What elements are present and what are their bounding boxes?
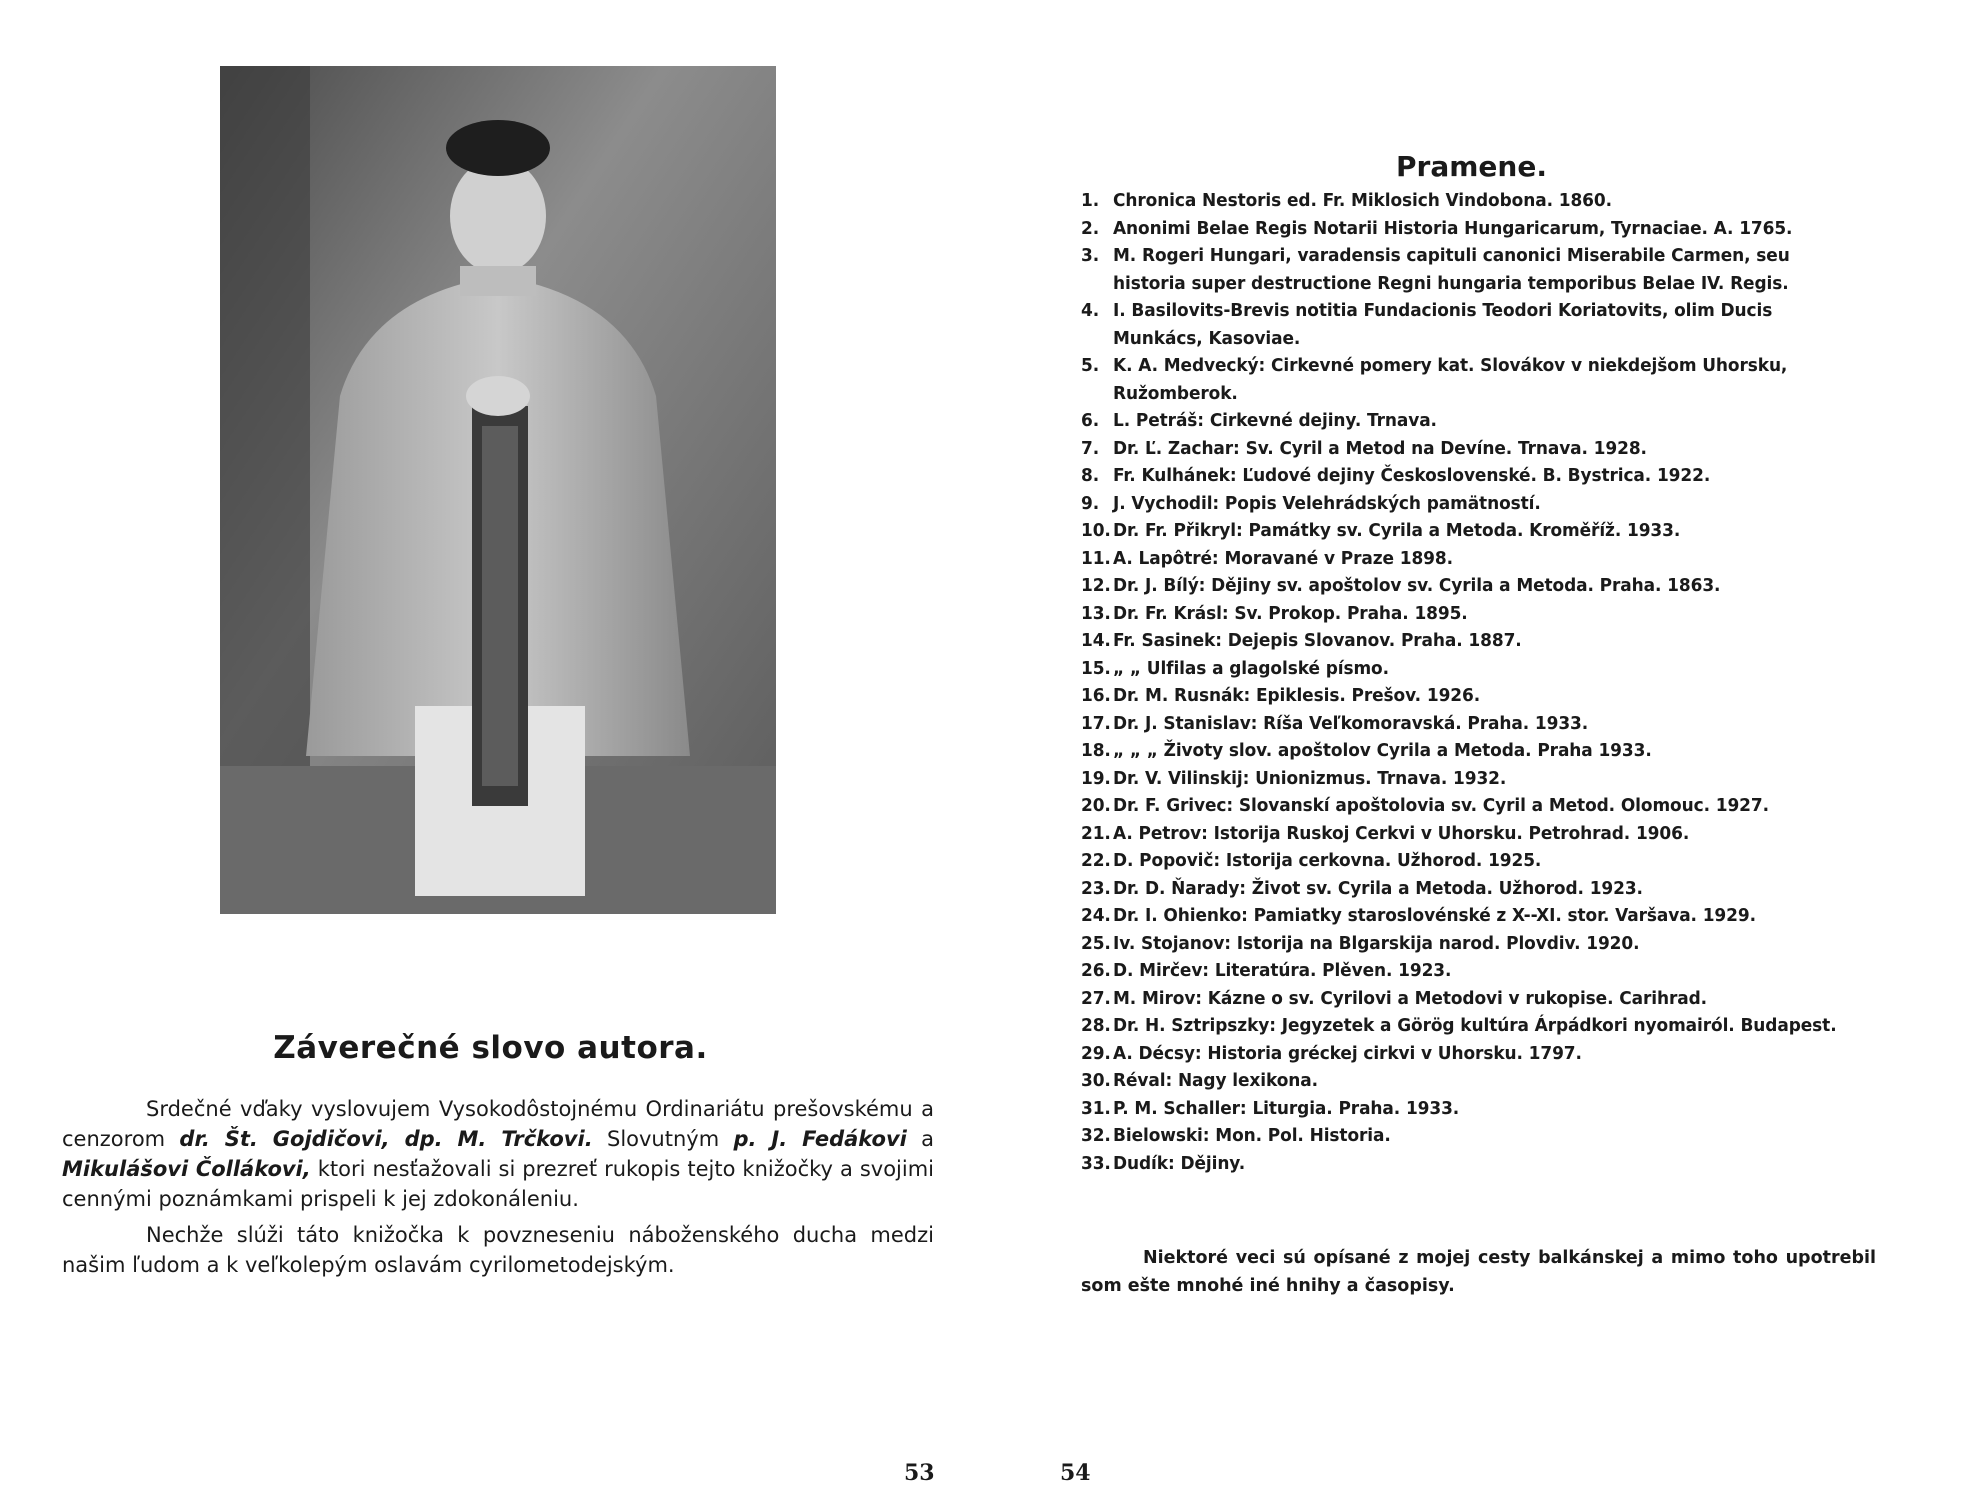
source-text: Dr. V. Vilinskij: Unionizmus. Trnava. 1932. [1113, 768, 1507, 789]
source-item [1081, 683, 1857, 711]
source-number: 7. [1081, 438, 1100, 459]
closing-word-title: Záverečné slovo autora. [273, 1030, 708, 1066]
source-item [1081, 931, 1857, 959]
source-item [1081, 188, 1857, 216]
name-collak: Mikulášovi Čollákovi, [62, 1157, 311, 1181]
source-number: 23. [1081, 878, 1111, 899]
source-text: A. Lapôtré: Moravané v Praze 1898. [1113, 548, 1453, 569]
source-text: J. Vychodil: Popis Velehrádských pamätností. [1113, 493, 1541, 514]
source-number: 33. [1081, 1153, 1111, 1174]
source-number: 9. [1081, 493, 1100, 514]
source-number: 6. [1081, 411, 1100, 431]
source-text: A. Petrov: Istorija Ruskoj Cerkvi v Uhorsku. Petrohrad. 1906. [1113, 823, 1690, 844]
source-number: 16. [1081, 686, 1111, 706]
source-number: 14. [1081, 631, 1111, 651]
source-item [1081, 436, 1857, 464]
source-number: 27. [1081, 988, 1111, 1009]
source-number: 20. [1081, 796, 1111, 816]
source-text: Chronica Nestoris ed. Fr. Miklosich Vindobona. 1860. [1113, 191, 1612, 211]
source-text: „ „ „ Životy slov. apoštolov Cyrila a Metoda. Praha 1933. [1113, 741, 1652, 761]
source-text: Réval: Nagy lexikona. [1113, 1071, 1318, 1091]
priest-portrait-photo [220, 66, 776, 914]
source-item [1081, 903, 1857, 931]
source-text: Dudík: Dějiny. [1113, 1153, 1246, 1174]
source-number: 32. [1081, 1126, 1111, 1146]
source-text: Dr. Fr. Přikryl: Památky sv. Cyrila a Metoda. Kroměříž. 1933. [1113, 521, 1681, 541]
source-number: 21. [1081, 823, 1111, 844]
source-text: Fr. Sasinek: Dejepis Slovanov. Praha. 1887. [1113, 631, 1522, 651]
source-text: Anonimi Belae Regis Notarii Historia Hungaricarum, Tyrnaciae. A. 1765. [1113, 218, 1793, 239]
source-text: Dr. D. Ňarady: Život sv. Cyrila a Metoda. Užhorod. 1923. [1113, 878, 1643, 899]
closing-paragraph-1 [62, 1094, 934, 1214]
source-number: 31. [1081, 1098, 1111, 1119]
closing-word-text [62, 1094, 934, 1286]
source-item [1081, 848, 1857, 876]
source-item [1081, 353, 1857, 408]
source-text: K. A. Medvecký: Cirkevné pomery kat. Slovákov v niekdejšom Uhorsku, Ružomberok. [1113, 356, 1788, 404]
source-number: 29. [1081, 1043, 1111, 1064]
source-text: Dr. I. Ohienko: Pamiatky staroslovénské z X--XI. stor. Varšava. 1929. [1113, 906, 1756, 926]
source-text: Dr. H. Sztripszky: Jegyzetek a Görög kultúra Árpádkori nyomairól. Budapest. [1113, 1016, 1837, 1036]
source-number: 1. [1081, 191, 1100, 211]
source-item [1081, 298, 1857, 353]
source-text: I. Basilovits-Brevis notitia Fundacionis Teodori Koriatovits, olim Ducis Munkács, Kasoviae. [1113, 301, 1773, 349]
source-item [1081, 986, 1857, 1014]
source-item [1081, 463, 1857, 491]
portrait-illustration [220, 66, 776, 914]
source-number: 4. [1081, 301, 1100, 321]
source-number: 10. [1081, 521, 1111, 541]
source-text: Dr. J. Bílý: Dějiny sv. apoštolov sv. Cyrila a Metoda. Praha. 1863. [1113, 576, 1721, 596]
source-item [1081, 1096, 1857, 1124]
source-item [1081, 1013, 1857, 1041]
source-item [1081, 601, 1857, 629]
source-text: Iv. Stojanov: Istorija na Blgarskija narod. Plovdiv. 1920. [1113, 933, 1640, 954]
source-text: Bielowski: Mon. Pol. Historia. [1113, 1126, 1391, 1146]
right-page [981, 0, 1962, 1500]
source-number: 26. [1081, 961, 1111, 981]
source-text: D. Mirčev: Literatúra. Plěven. 1923. [1113, 961, 1452, 981]
source-item [1081, 243, 1857, 298]
source-number: 2. [1081, 218, 1100, 239]
source-item [1081, 766, 1857, 794]
source-text: Dr. J. Stanislav: Ríša Veľkomoravská. Praha. 1933. [1113, 713, 1589, 734]
source-text: M. Rogeri Hungari, varadensis capituli canonici Miserabile Carmen, seu historia super destructione Regni hungaria temporibus Belae IV. Regis. [1113, 246, 1790, 294]
source-number: 5. [1081, 356, 1100, 376]
source-number: 22. [1081, 851, 1111, 871]
source-item [1081, 628, 1857, 656]
source-number: 15. [1081, 658, 1111, 679]
source-text: Fr. Kulhánek: Ľudové dejiny Československé. B. Bystrica. 1922. [1113, 466, 1711, 486]
source-item [1081, 711, 1857, 739]
paragraph-1-part-3: a [906, 1127, 934, 1151]
source-text: L. Petráš: Cirkevné dejiny. Trnava. [1113, 411, 1437, 431]
source-item [1081, 793, 1857, 821]
source-text: Dr. M. Rusnák: Epiklesis. Prešov. 1926. [1113, 686, 1481, 706]
source-item [1081, 656, 1857, 684]
source-item [1081, 1068, 1857, 1096]
source-text: A. Décsy: Historia gréckej cirkvi v Uhorsku. 1797. [1113, 1043, 1582, 1064]
source-text: D. Popovič: Istorija cerkovna. Užhorod. 1925. [1113, 851, 1542, 871]
sources-list [1081, 188, 1857, 1178]
sources-note: Niektoré veci sú opísané z mojej cesty balkánskej a mimo toho upotrebil som ešte mnohé iné hnihy a časopisy. [1081, 1248, 1876, 1296]
source-number: 3. [1081, 246, 1100, 266]
source-item [1081, 876, 1857, 904]
page-number-right: 54 [1060, 1460, 1091, 1486]
source-item [1081, 1123, 1857, 1151]
source-item [1081, 1151, 1857, 1179]
source-number: 17. [1081, 713, 1111, 734]
source-item [1081, 546, 1857, 574]
censor-names: dr. Št. Gojdičovi, dp. M. Trčkovi. [179, 1127, 593, 1151]
source-number: 19. [1081, 768, 1111, 789]
sources-title: Pramene. [1396, 150, 1547, 183]
source-item [1081, 408, 1857, 436]
source-number: 8. [1081, 466, 1100, 486]
source-number: 18. [1081, 741, 1111, 761]
paragraph-1-part-1: Srdečné vďaky vyslovujem Vysokodôstojnému Ordinariátu prešovskému a cenzorom [62, 1097, 934, 1151]
source-item [1081, 573, 1857, 601]
source-number: 25. [1081, 933, 1111, 954]
source-item [1081, 738, 1857, 766]
source-text: M. Mirov: Kázne o sv. Cyrilovi a Metodovi v rukopise. Carihrad. [1113, 988, 1707, 1009]
source-item [1081, 518, 1857, 546]
source-text: Dr. Ľ. Zachar: Sv. Cyril a Metod na Devíne. Trnava. 1928. [1113, 438, 1647, 459]
source-text: P. M. Schaller: Liturgia. Praha. 1933. [1113, 1098, 1460, 1119]
source-number: 13. [1081, 603, 1111, 624]
source-item [1081, 821, 1857, 849]
page-number-left: 53 [904, 1460, 935, 1486]
source-text: Dr. Fr. Krásl: Sv. Prokop. Praha. 1895. [1113, 603, 1468, 624]
source-item [1081, 491, 1857, 519]
paragraph-1-part-2: Slovutným [592, 1127, 734, 1151]
source-item [1081, 1041, 1857, 1069]
source-number: 12. [1081, 576, 1111, 596]
source-number: 30. [1081, 1071, 1111, 1091]
closing-paragraph-2: Nechže slúži táto knižočka k povzneseniu náboženského ducha medzi našim ľudom a k veľkolepým oslavám cyrilometodejským. [62, 1223, 934, 1277]
source-number: 28. [1081, 1016, 1111, 1036]
paragraph-1-part-4: ktori nesťažovali si prezreť rukopis tejto knižočky a svojimi cennými poznámkami prispeli k jej zdokonáleniu. [62, 1157, 935, 1211]
source-text: „ „ Ulfilas a glagolské písmo. [1113, 658, 1389, 679]
source-item [1081, 958, 1857, 986]
source-item [1081, 216, 1857, 244]
source-text: Dr. F. Grivec: Slovanskí apoštolovia sv. Cyril a Metod. Olomouc. 1927. [1113, 796, 1769, 816]
source-number: 11. [1081, 548, 1111, 569]
source-number: 24. [1081, 906, 1111, 926]
name-fedak: p. J. Fedákovi [733, 1127, 907, 1151]
